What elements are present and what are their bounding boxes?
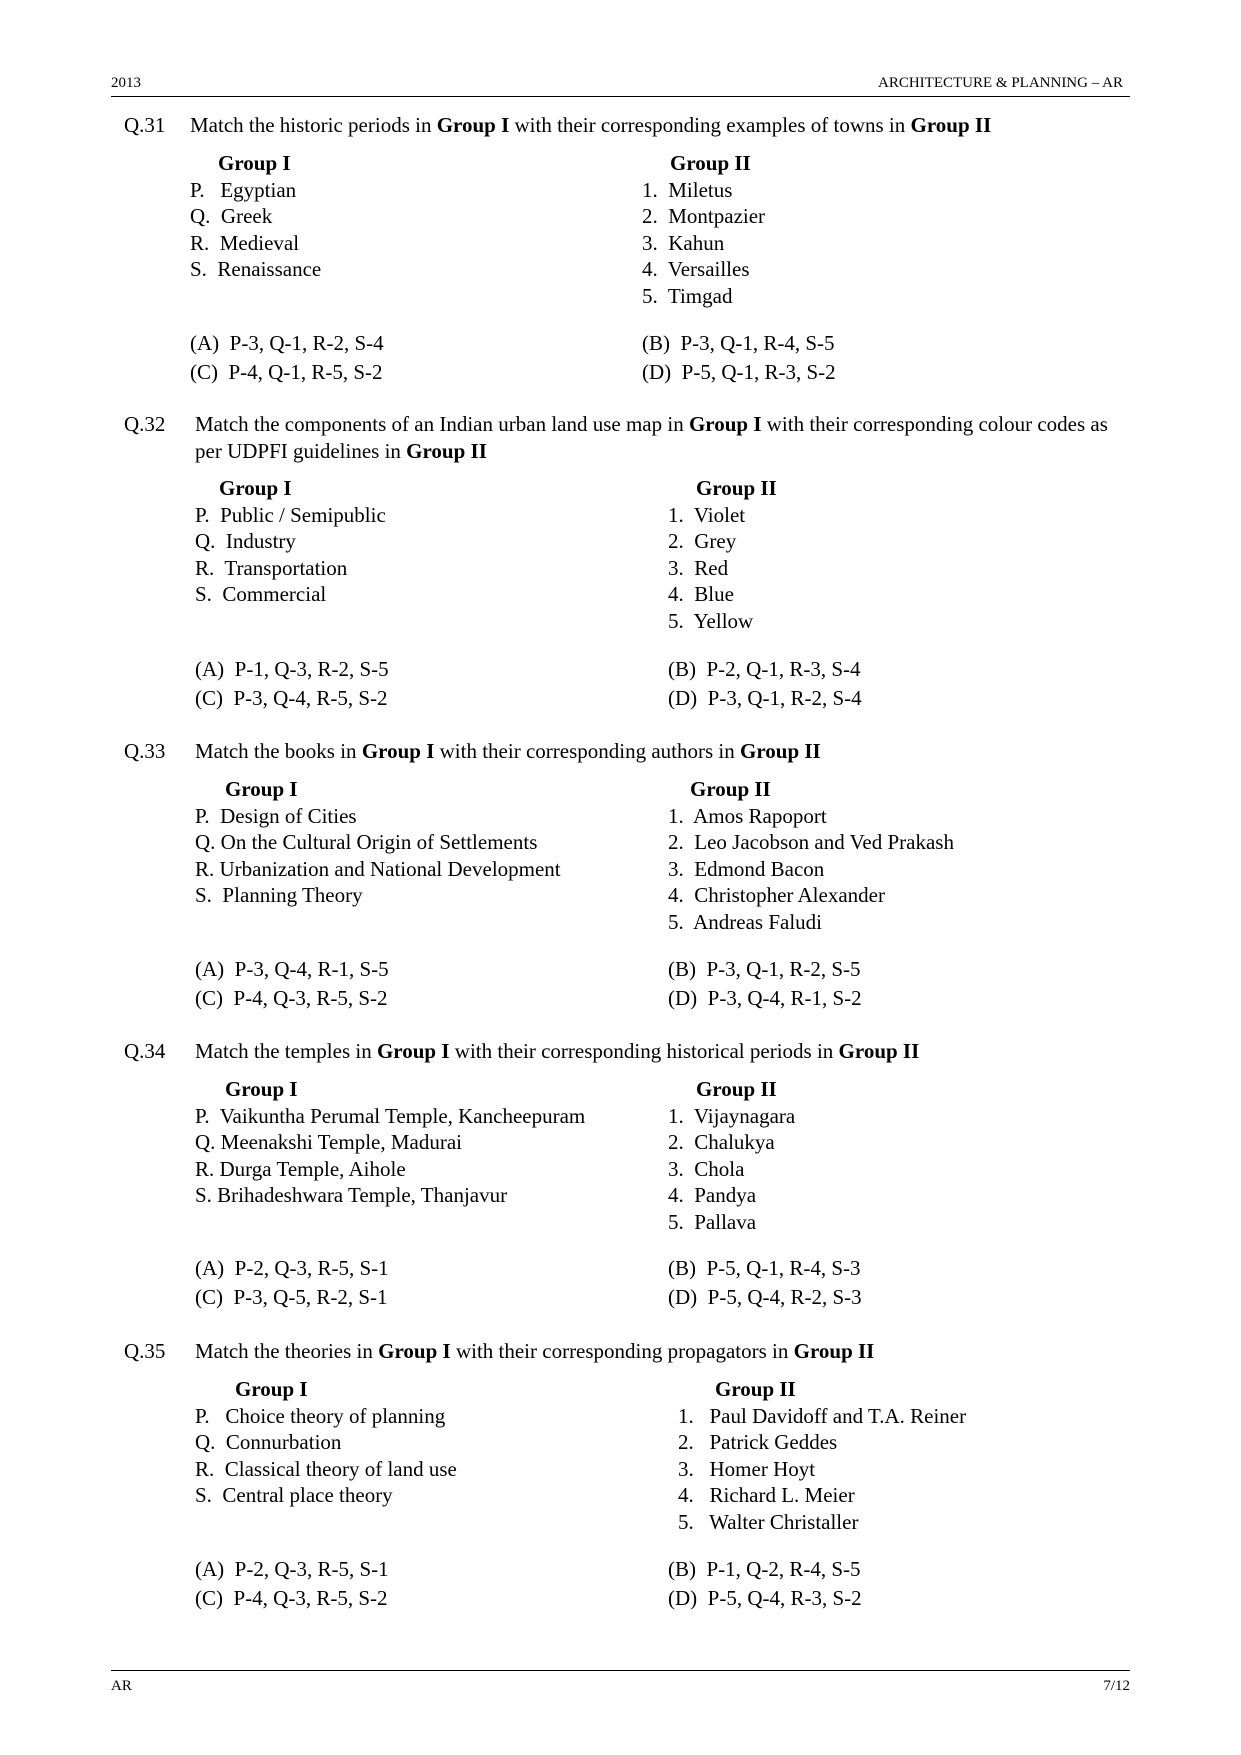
option-a[interactable]: (A) P-2, Q-3, R-5, S-1 (195, 1256, 389, 1280)
question-stem: Match the components of an Indian urban land use map in Group I with their corresponding colour codes as per UDPFI guidelines in Group II (195, 412, 1108, 463)
group-1-item: Q. Greek (190, 204, 273, 228)
group-1-item: P. Public / Semipublic (195, 502, 386, 527)
group-2-item: 4. Richard L. Meier (678, 1483, 855, 1507)
group-2-item: 5. Pallava (668, 1209, 757, 1234)
group-2-item: 3. Edmond Bacon (668, 856, 825, 881)
group-2-column (642, 150, 765, 309)
group-1-item: Q. Meenakshi Temple, Madurai (195, 1130, 462, 1154)
group-2-column (668, 776, 954, 935)
group-2-item: 4. Pandya (668, 1183, 757, 1207)
group-2-item: 2. Chalukya (668, 1130, 775, 1154)
group-2-item: 4. Blue (668, 582, 734, 606)
option-a[interactable]: (A) P-1, Q-3, R-2, S-5 (195, 657, 389, 681)
group-2-item: 5. Yellow (668, 608, 754, 633)
option-b[interactable]: (B) P-1, Q-2, R-4, S-5 (668, 1557, 861, 1581)
group-2-item: 3. Chola (668, 1156, 745, 1181)
group-2-item: 5. Walter Christaller (678, 1509, 859, 1534)
group-1-item: P. Choice theory of planning (195, 1403, 446, 1428)
group-2-heading: Group II (696, 1077, 777, 1101)
group-1-item: P. Vaikuntha Perumal Temple, Kancheepuram (195, 1103, 586, 1128)
option-b[interactable]: (B) P-3, Q-1, R-2, S-5 (668, 957, 861, 981)
group-2-item: 1. Vijaynagara (668, 1103, 796, 1128)
header-year: 2013 (111, 75, 141, 91)
group-1-item: S. Commercial (195, 582, 327, 606)
option-d[interactable]: (D) P-5, Q-1, R-3, S-2 (642, 360, 836, 384)
question-stem: Match the books in Group I with their corresponding authors in Group II (195, 739, 821, 763)
group-2-item: 1. Paul Davidoff and T.A. Reiner (678, 1403, 967, 1428)
group-1-item: P. Design of Cities (195, 803, 357, 828)
group-1-heading: Group I (219, 476, 292, 500)
group-2-item: 4. Christopher Alexander (668, 883, 885, 907)
group-1-column (190, 150, 321, 283)
group-1-heading: Group I (225, 1077, 298, 1101)
group-1-item: R. Medieval (190, 230, 300, 255)
option-a[interactable]: (A) P-3, Q-1, R-2, S-4 (190, 331, 384, 355)
group-1-item: Q. On the Cultural Origin of Settlements (195, 830, 538, 854)
group-2-heading: Group II (690, 777, 771, 801)
group-2-item: 1. Amos Rapoport (668, 803, 827, 828)
footer-divider (111, 1670, 1130, 1671)
group-2-item: 5. Andreas Faludi (668, 909, 822, 934)
group-2-item: 1. Miletus (642, 177, 733, 202)
group-1-item: S. Brihadeshwara Temple, Thanjavur (195, 1183, 508, 1207)
question-stem: Match the temples in Group I with their corresponding historical periods in Group II (195, 1039, 920, 1063)
group-1-heading: Group I (218, 151, 291, 175)
group-2-item: 2. Leo Jacobson and Ved Prakash (668, 830, 954, 854)
option-c[interactable]: (C) P-3, Q-4, R-5, S-2 (195, 686, 388, 710)
group-1-column (195, 475, 386, 608)
header-divider (111, 96, 1130, 97)
group-2-heading: Group II (715, 1377, 796, 1401)
option-d[interactable]: (D) P-5, Q-4, R-3, S-2 (668, 1586, 862, 1610)
option-c[interactable]: (C) P-4, Q-3, R-5, S-2 (195, 1586, 388, 1610)
question-number: Q.31 (124, 113, 166, 137)
question-number: Q.35 (124, 1339, 166, 1363)
option-a[interactable]: (A) P-2, Q-3, R-5, S-1 (195, 1557, 389, 1581)
option-d[interactable]: (D) P-5, Q-4, R-2, S-3 (668, 1285, 862, 1309)
group-2-item: 2. Grey (668, 529, 737, 553)
question-stem: Match the theories in Group I with their corresponding propagators in Group II (195, 1339, 875, 1363)
group-1-item: R. Classical theory of land use (195, 1456, 457, 1481)
option-b[interactable]: (B) P-3, Q-1, R-4, S-5 (642, 331, 835, 355)
question-stem: Match the historic periods in Group I with their corresponding examples of towns in Group II (190, 113, 992, 137)
group-1-item: S. Central place theory (195, 1483, 393, 1507)
group-1-item: S. Planning Theory (195, 883, 363, 907)
group-2-item: 3. Kahun (642, 230, 725, 255)
group-2-item: 2. Patrick Geddes (678, 1430, 838, 1454)
group-1-item: R. Durga Temple, Aihole (195, 1156, 406, 1181)
group-2-item: 3. Red (668, 555, 729, 580)
group-1-item: Q. Industry (195, 529, 296, 553)
footer-page-number: 7/12 (1103, 1678, 1130, 1694)
group-1-item: R. Transportation (195, 555, 348, 580)
group-2-column (668, 475, 777, 634)
group-2-item: 5. Timgad (642, 283, 733, 308)
group-1-heading: Group I (225, 777, 298, 801)
option-a[interactable]: (A) P-3, Q-4, R-1, S-5 (195, 957, 389, 981)
group-2-column (678, 1376, 966, 1535)
group-2-column (668, 1076, 795, 1235)
question-number: Q.33 (124, 739, 166, 763)
group-2-item: 3. Homer Hoyt (678, 1456, 816, 1481)
group-1-item: R. Urbanization and National Development (195, 856, 561, 881)
group-1-item: P. Egyptian (190, 177, 297, 202)
option-c[interactable]: (C) P-3, Q-5, R-2, S-1 (195, 1285, 388, 1309)
group-1-item: S. Renaissance (190, 257, 322, 281)
option-d[interactable]: (D) P-3, Q-4, R-1, S-2 (668, 986, 862, 1010)
group-1-item: Q. Connurbation (195, 1430, 342, 1454)
group-2-item: 1. Violet (668, 502, 746, 527)
group-1-column (195, 1376, 457, 1509)
option-c[interactable]: (C) P-4, Q-3, R-5, S-2 (195, 986, 388, 1010)
group-2-heading: Group II (696, 476, 777, 500)
question-number: Q.32 (124, 412, 166, 436)
group-1-column (195, 776, 561, 909)
footer-paper-code: AR (111, 1678, 132, 1694)
group-2-heading: Group II (670, 151, 751, 175)
group-2-item: 4. Versailles (642, 257, 750, 281)
group-1-column (195, 1076, 585, 1209)
option-c[interactable]: (C) P-4, Q-1, R-5, S-2 (190, 360, 383, 384)
group-2-item: 2. Montpazier (642, 204, 766, 228)
option-d[interactable]: (D) P-3, Q-1, R-2, S-4 (668, 686, 862, 710)
option-b[interactable]: (B) P-2, Q-1, R-3, S-4 (668, 657, 861, 681)
option-b[interactable]: (B) P-5, Q-1, R-4, S-3 (668, 1256, 861, 1280)
group-1-heading: Group I (235, 1377, 308, 1401)
question-number: Q.34 (124, 1039, 166, 1063)
header-subject: ARCHITECTURE & PLANNING – AR (877, 75, 1123, 91)
